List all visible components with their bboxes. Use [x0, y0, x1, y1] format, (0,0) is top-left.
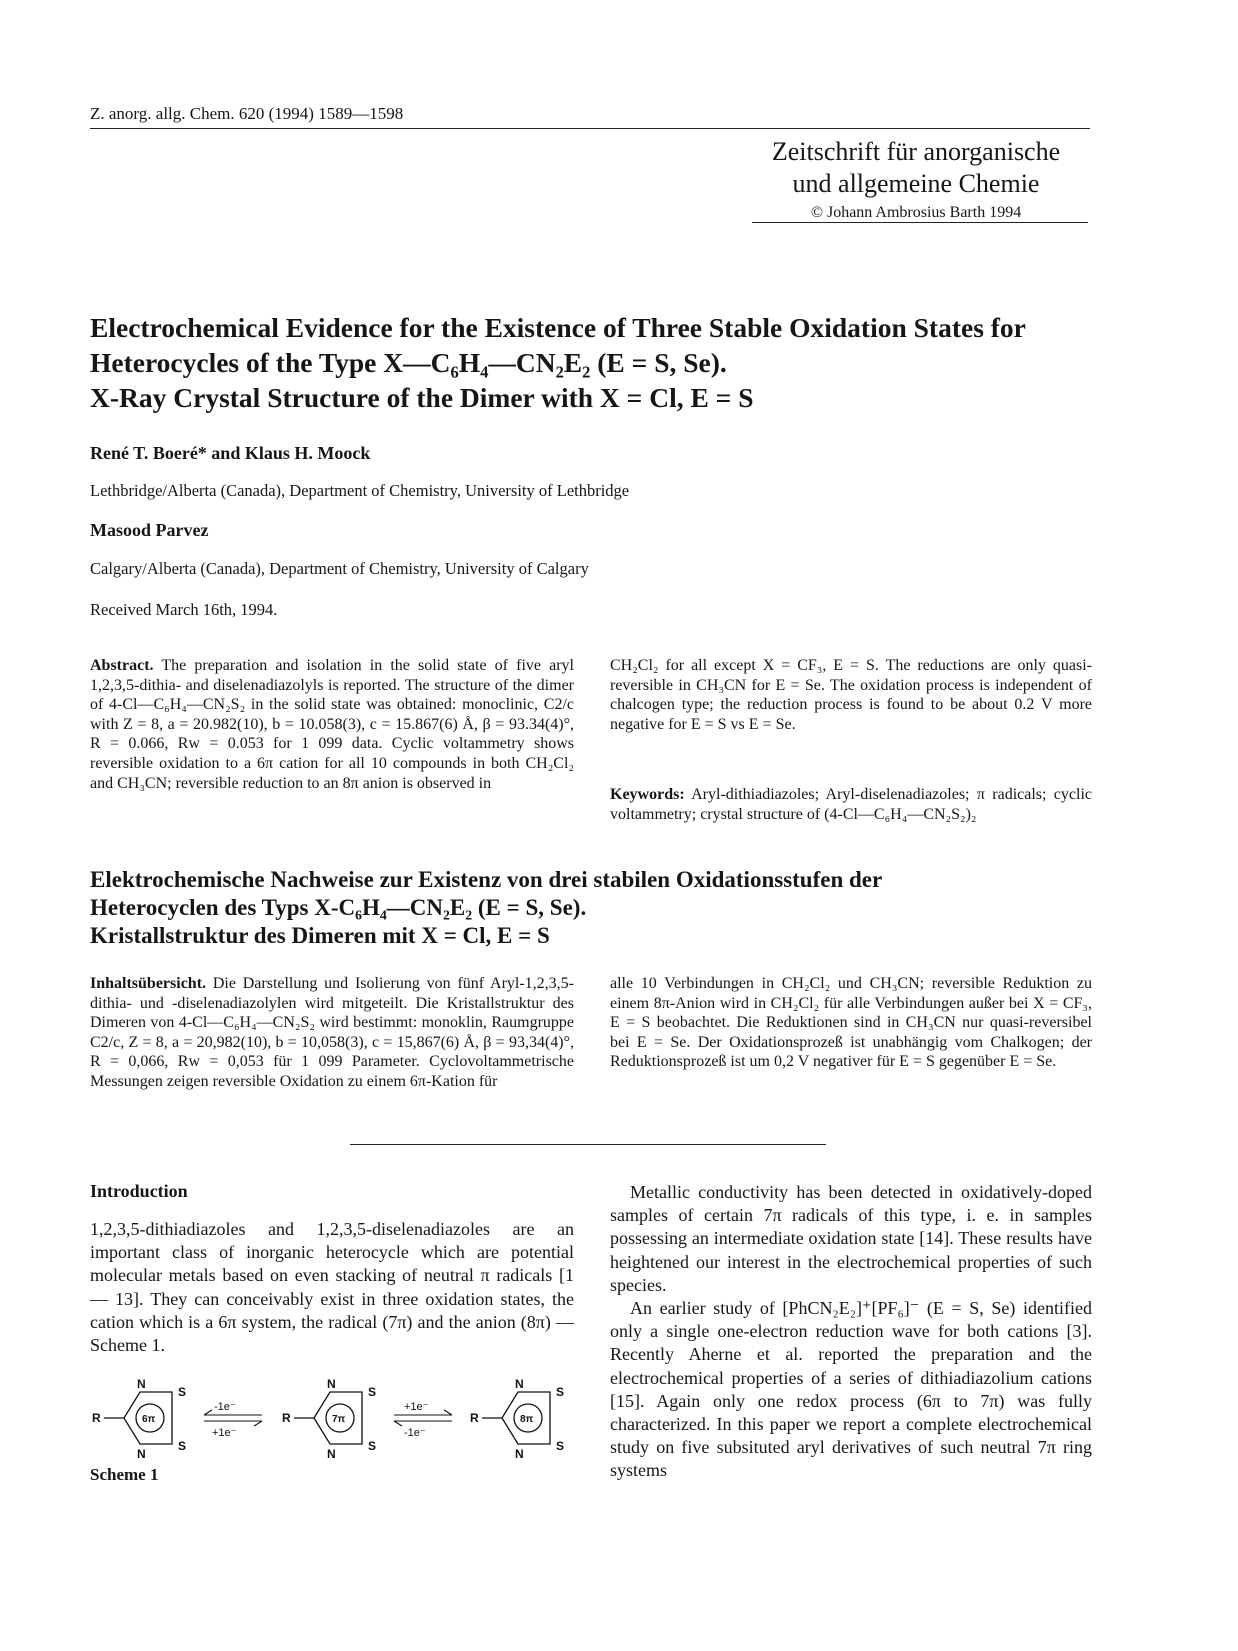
introduction-paragraph-3: An earlier study of [PhCN₂E₂]⁺[PF₆]⁻ (E = S, Se) identified only a single one-electron reduction wave for both cations [3]. Recently Aherne et al. reported the preparation and the electrochemical properties of a series of dithiadiazolium cations [15]. Again only one redox process (6π to 7π) was fully characterized. In this paper we report a complete electrochemical study on five subsituted aryl derivatives of such neutral 7π ring systems — [610, 1298, 1092, 1481]
german-summary-label: Inhaltsübersicht. — [90, 975, 207, 992]
arrow1-bottom-label: +1e⁻ — [212, 1427, 237, 1439]
title-line-1: Electrochemical Evidence for the Existence of Three Stable Oxidation States for — [90, 312, 1026, 343]
r-label-2: R — [282, 1411, 291, 1425]
abstract-label: Abstract. — [90, 657, 154, 674]
copyright: © Johann Ambrosius Barth 1994 — [810, 204, 1022, 221]
header-rule — [90, 128, 1090, 129]
journal-name-block — [746, 136, 1086, 224]
german-summary-left-text: Die Darstellung und Isolierung von fünf Aryl-1,2,3,5-dithia- und -diselenadiazolylen wird mitgeteilt. Die Kristallstruktur des Dimeren von 4-Cl—C₆H₄—CN₂S₂ wird bestimmt: monoklin, Raumgruppe C2/c, Z = 8, a = 20,982(10), b = 10,058(3), c = 15,867(6) Å, β = 93,34(4)°, R = 0,066, Rw = 0,053 für 1 099 Parameter. Cyclovoltammetrische Messungen zeigen reversible Oxidation zu einem 6π-Kation für — [90, 975, 574, 1090]
journal-reference: Z. anorg. allg. Chem. 620 (1994) 1589—1598 — [90, 104, 404, 123]
scheme-label: Scheme 1 — [90, 1465, 159, 1484]
r-label-3: R — [470, 1411, 479, 1425]
introduction-right-column — [610, 1181, 1092, 1483]
abstract-left-text: The preparation and isolation in the solid state of five aryl 1,2,3,5-dithia- and diselenadiazolyls is reported. The structure of the dimer of 4-Cl—C₆H₄—CN₂S₂ in the solid state was obtained: monoclinic, C2/c with Z = 8, a = 20.982(10), b = 10.058(3), c = 15.867(6) Å, β = 93.34(4)°, R = 0.066, Rw = 0.053 for 1 099 data. Cyclic voltammetry shows reversible oxidation to a 6π cation for all 10 compounds in both CH₂Cl₂ and CH₃CN; reversible reduction to an 8π anion is observed in — [90, 657, 574, 792]
arrow2-top-label: +1e⁻ — [404, 1401, 429, 1413]
n-label-3a: N — [515, 1377, 524, 1391]
article-title — [90, 310, 1110, 415]
affiliation-1: Lethbridge/Alberta (Canada), Department of Chemistry, University of Lethbridge — [90, 481, 630, 500]
introduction-paragraph-2: Metallic conductivity has been detected in oxidatively-doped samples of certain 7π radicals of this type, i. e. in samples possessing an intermediate oxidation state [14]. These results have heightened our interest in the electrochemical properties of such species. — [610, 1182, 1092, 1295]
section-divider — [350, 1144, 826, 1145]
arrow2-bottom-label: -1e⁻ — [404, 1427, 426, 1439]
introduction-paragraph-1: 1,2,3,5-dithiadiazoles and 1,2,3,5-diselenadiazoles are an important class of inorganic heterocycle which are potential molecular metals based on even stacking of neutral π radicals [1 — 13]. They can conceivably exist in three oxidation states, the cation which is a 6π system, the radical (7π) and the anion (8π) — Scheme 1. — [90, 1219, 574, 1356]
journal-name-line-1: Zeitschrift für anorganische — [771, 137, 1061, 166]
scheme-1-diagram — [88, 1374, 588, 1464]
journal-name-line-2: und allgemeine Chemie — [792, 169, 1040, 198]
s-label-3b: S — [556, 1439, 565, 1453]
authors-group-2: Masood Parvez — [90, 520, 209, 540]
ring-7pi — [282, 1377, 376, 1461]
s-label-2b: S — [368, 1439, 377, 1453]
n-label-1b: N — [137, 1447, 146, 1461]
german-summary-left — [90, 974, 574, 1092]
keywords-label: Keywords: — [610, 786, 685, 803]
ring-6pi-label: 6π — [142, 1414, 156, 1425]
s-label-2a: S — [368, 1385, 377, 1399]
authors-group-1: René T. Boeré* and Klaus H. Moock — [90, 443, 371, 463]
s-label-3a: S — [556, 1385, 565, 1399]
german-title-line-1: Elektrochemische Nachweise zur Existenz von drei stabilen Oxidationsstufen der — [90, 867, 883, 892]
affiliation-2: Calgary/Alberta (Canada), Department of Chemistry, University of Calgary — [90, 559, 589, 578]
arrow-pair-1 — [204, 1401, 262, 1439]
journal-name-rule — [752, 222, 1088, 223]
introduction-heading: Introduction — [90, 1181, 188, 1201]
german-summary-right: alle 10 Verbindungen in CH₂Cl₂ und CH₃CN; reversible Reduktion zu einem 8π-Anion wird in CH₂Cl₂ für alle Verbindungen außer bei X = CF₃, E = S beobachtet. Die Reduktionen sind in CH₃CN nur quasi-reversibel bei E = Se. Der Oxidationsprozeß ist unabhängig vom Chalkogen; der Reduktionsprozeß ist um 0,2 V negativer für E = S gegenüber E = Se. — [610, 975, 1092, 1071]
abstract-left-column — [90, 656, 574, 793]
received-date: Received March 16th, 1994. — [90, 600, 278, 619]
arrow1-top-label: -1e⁻ — [214, 1401, 236, 1413]
keywords — [610, 785, 1092, 824]
s-label-1b: S — [178, 1439, 187, 1453]
title-line-2: Heterocycles of the Type X—C₆H₄—CN₂E₂ (E = S, Se). — [90, 347, 727, 378]
german-title-line-3: Kristallstruktur des Dimeren mit X = Cl, E = S — [90, 923, 550, 948]
ring-7pi-label: 7π — [332, 1414, 346, 1425]
abstract-right-column: CH₂Cl₂ for all except X = CF₃, E = S. The reductions are only quasi-reversible in CH₃CN for E = Se. The oxidation process is independent of chalcogen type; the reduction process is found to be about 0.2 V more negative for E = S vs E = Se. — [610, 657, 1092, 733]
title-line-3: X-Ray Crystal Structure of the Dimer with X = Cl, E = S — [90, 382, 754, 413]
n-label-2b: N — [327, 1447, 336, 1461]
introduction-left-column — [90, 1218, 574, 1357]
ring-8pi-label: 8π — [520, 1414, 534, 1425]
ring-8pi — [470, 1377, 564, 1461]
r-label-1: R — [92, 1411, 101, 1425]
n-label-1a: N — [137, 1377, 146, 1391]
ring-6pi — [92, 1377, 186, 1461]
german-title-line-2: Heterocyclen des Typs X-C₆H₄—CN₂E₂ (E = S, Se). — [90, 895, 587, 920]
german-title — [90, 866, 1090, 950]
keywords-text: Aryl-dithiadiazoles; Aryl-diselenadiazoles; π radicals; cyclic voltammetry; crystal structure of (4-Cl—C₆H₄—CN₂S₂)₂ — [610, 786, 1092, 823]
n-label-2a: N — [327, 1377, 336, 1391]
s-label-1a: S — [178, 1385, 187, 1399]
n-label-3b: N — [515, 1447, 524, 1461]
arrow-pair-2 — [394, 1401, 452, 1439]
